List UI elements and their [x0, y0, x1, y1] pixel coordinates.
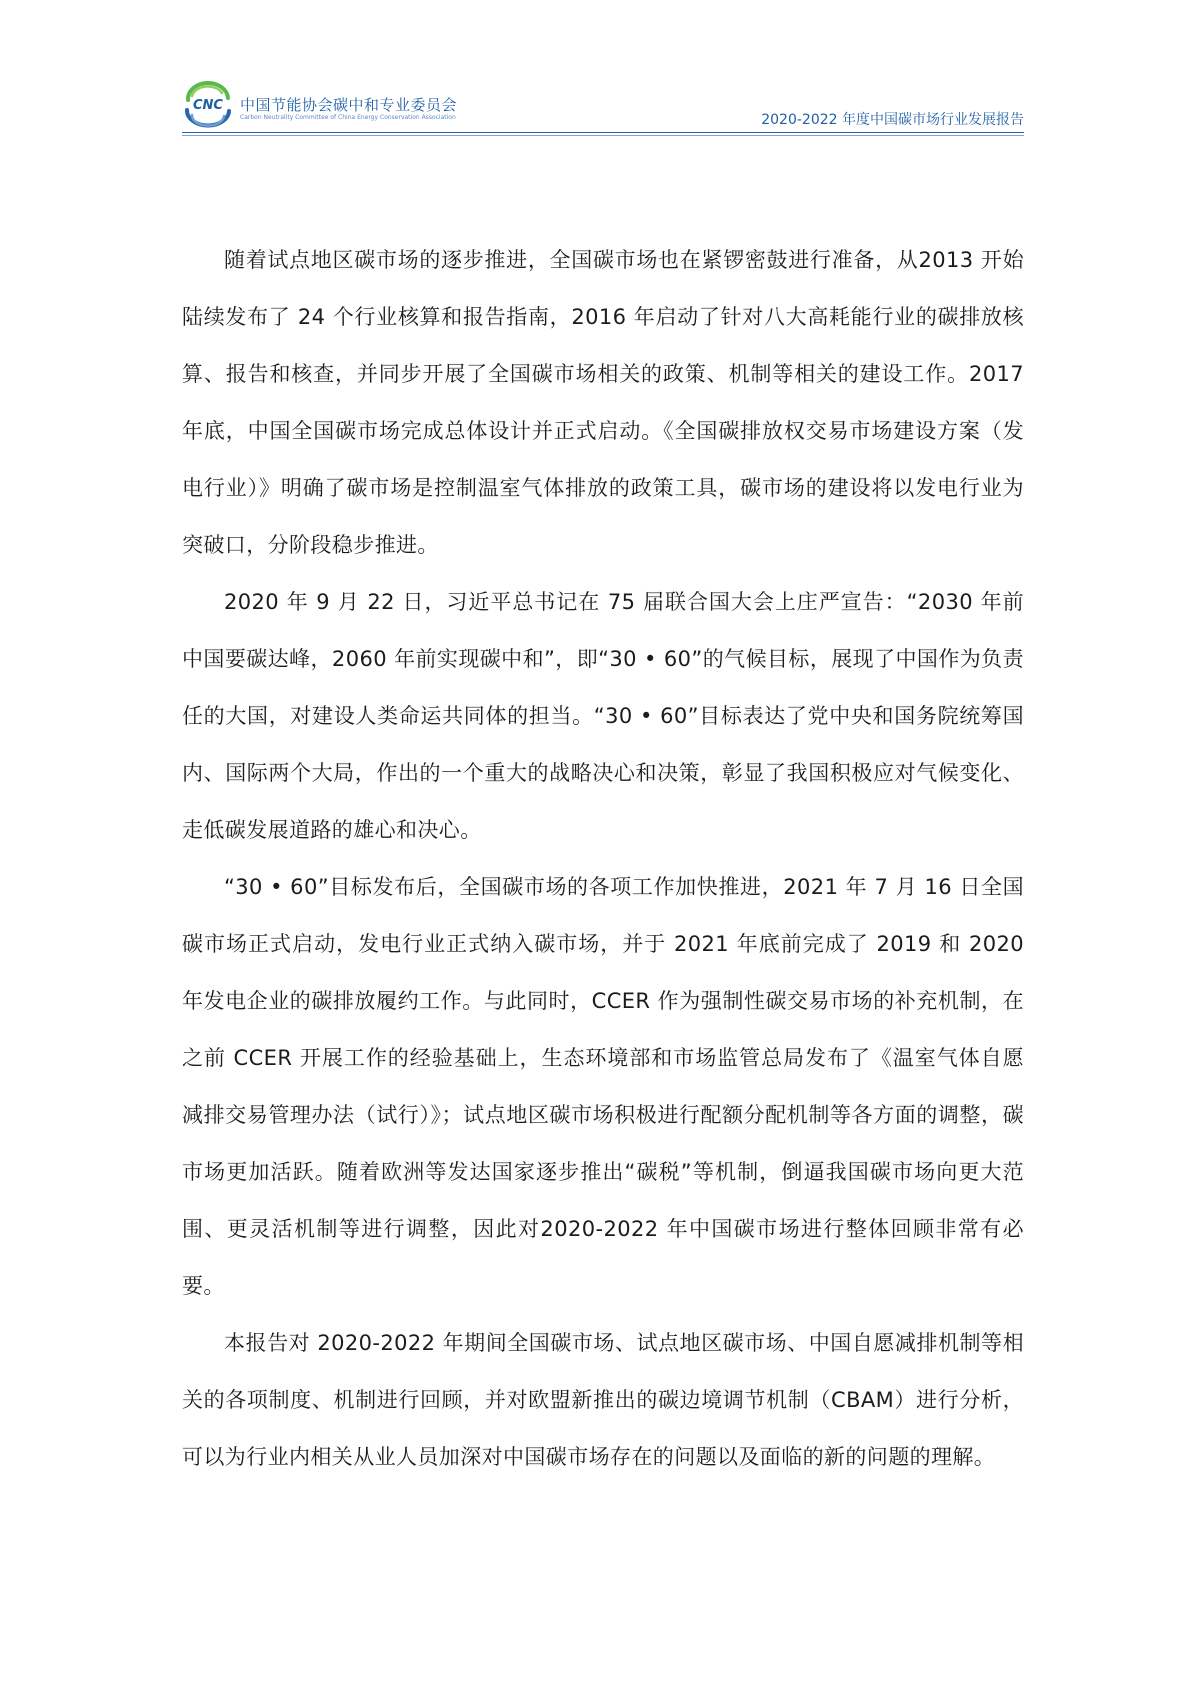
report-title: 2020-2022 年度中国碳市场行业发展报告 [761, 112, 1024, 128]
body-content [182, 232, 1024, 1486]
logo-text: CNC [193, 98, 223, 113]
header-divider [182, 132, 1024, 133]
header-divider-secondary [182, 135, 1024, 136]
paragraph: 随着试点地区碳市场的逐步推进，全国碳市场也在紧锣密鼓进行准备，从2013 开始陆续发布了 24 个行业核算和报告指南，2016 年启动了针对八大高耗能行业的碳排放核算、报告和核查，并同步开展了全国碳市场相关的政策、机制等相关的建设工作。2017 年底，中国全国碳市场完成总体设计并正式启动。《全国碳排放权交易市场建设方案（发电行业）》明确了碳市场是控制温室气体排放的政策工具，碳市场的建设将以发电行业为突破口，分阶段稳步推进。 [182, 248, 1024, 557]
paragraph: “30 • 60”目标发布后，全国碳市场的各项工作加快推进，2021 年 7 月 16 日全国碳市场正式启动，发电行业正式纳入碳市场，并于 2021 年底前完成了 2019 和 2020 年发电企业的碳排放履约工作。与此同时，CCER 作为强制性碳交易市场的补充机制，在之前 CCER 开展工作的经验基础上，生态环境部和市场监管总局发布了《温室气体自愿减排交易管理办法（试行）》；试点地区碳市场积极进行配额分配机制等各方面的调整，碳市场更加活跃。随着欧洲等发达国家逐步推出“碳税”等机制，倒逼我国碳市场向更大范围、更灵活机制等进行调整，因此对2020-2022 年中国碳市场进行整体回顾非常有必要。 [182, 875, 1024, 1298]
paragraph: 2020 年 9 月 22 日，习近平总书记在 75 届联合国大会上庄严宣告：“2030 年前中国要碳达峰，2060 年前实现碳中和”，即“30 • 60”的气候目标，展现了中国作为负责任的大国，对建设人类命运共同体的担当。“30 • 60”目标表达了党中央和国务院统筹国内、国际两个大局，作出的一个重大的战略决心和决策，彰显了我国积极应对气候变化、走低碳发展道路的雄心和决心。 [182, 590, 1024, 842]
paragraph: 本报告对 2020-2022 年期间全国碳市场、试点地区碳市场、中国自愿减排机制等相关的各项制度、机制进行回顾，并对欧盟新推出的碳边境调节机制（CBAM）进行分析，可以为行业内相关从业人员加深对中国碳市场存在的问题以及面临的新的问题的理解。 [182, 1331, 1024, 1469]
organization-name-english: Carbon Neutrality Committee of China Energy Conservation Association [240, 114, 456, 121]
page-header [182, 80, 1024, 132]
cnc-logo-icon [182, 80, 234, 128]
organization-name: 中国节能协会碳中和专业委员会 [240, 96, 458, 114]
